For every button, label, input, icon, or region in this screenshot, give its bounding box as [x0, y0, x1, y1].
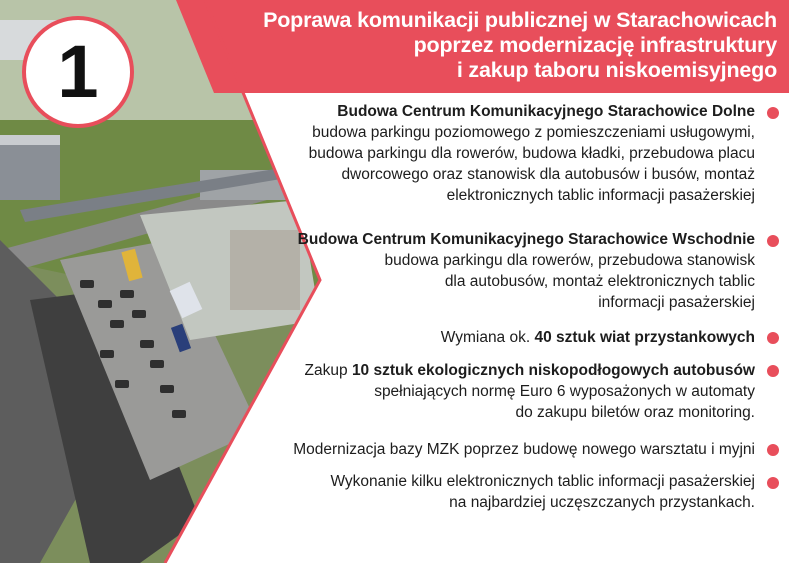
item-line: do zakupu biletów oraz monitoring. — [515, 404, 755, 421]
bullet-dot — [767, 107, 779, 119]
bullet-dot — [767, 477, 779, 489]
badge-number: 1 — [57, 30, 99, 113]
item-heading: Budowa Centrum Komunikacyjnego Starachowice Wschodnie — [297, 231, 755, 248]
item-line: na najbardziej uczęszczanych przystankach. — [449, 494, 755, 511]
item-line: dla autobusów, montaż elektronicznych tablic — [444, 273, 755, 290]
item-line: budowa parkingu dla rowerów, przebudowa stanowisk — [384, 252, 755, 269]
item-line: budowa parkingu poziomowego z pomieszczeniami usługowymi, — [312, 124, 755, 141]
title-line-1: Poprawa komunikacji publicznej w Starachowicach — [263, 8, 777, 32]
page-title — [137, 8, 777, 83]
item-prefix: Wymiana ok. — [440, 329, 535, 346]
item-text: Modernizacja bazy MZK poprzez budowę nowego warsztatu i myjni — [293, 441, 755, 458]
bullet-dot — [767, 332, 779, 344]
list-item — [330, 471, 755, 513]
item-line: elektronicznych tablic informacji pasażerskiej — [446, 187, 755, 204]
list-item — [298, 229, 755, 313]
title-line-2: poprzez modernizację infrastruktury — [413, 33, 777, 57]
item-line: dworcowego oraz stanowisk dla autobusów i busów, montaż — [341, 166, 755, 183]
number-badge — [22, 16, 134, 128]
list-item — [309, 101, 755, 206]
item-heading: Budowa Centrum Komunikacyjnego Starachowice Dolne — [337, 103, 755, 120]
item-line: informacji pasażerskiej — [598, 294, 755, 311]
title-line-3: i zakup taboru niskoemisyjnego — [456, 58, 777, 82]
item-bold: 10 sztuk ekologicznych niskopodłogowych autobusów — [351, 362, 755, 379]
list-item — [293, 439, 755, 460]
item-line: budowa parkingu dla rowerów, budowa kładki, przebudowa placu — [308, 145, 755, 162]
list-item — [305, 360, 755, 423]
bullet-dot — [767, 235, 779, 247]
item-line: spełniających normę Euro 6 wyposażonych w automaty — [374, 383, 755, 400]
item-text: Wykonanie kilku elektronicznych tablic informacji pasażerskiej — [330, 473, 755, 490]
bullet-dot — [767, 365, 779, 377]
bullet-dot — [767, 444, 779, 456]
list-item — [441, 327, 755, 348]
item-bold: 40 sztuk wiat przystankowych — [534, 329, 755, 346]
item-prefix: Zakup — [304, 362, 352, 379]
